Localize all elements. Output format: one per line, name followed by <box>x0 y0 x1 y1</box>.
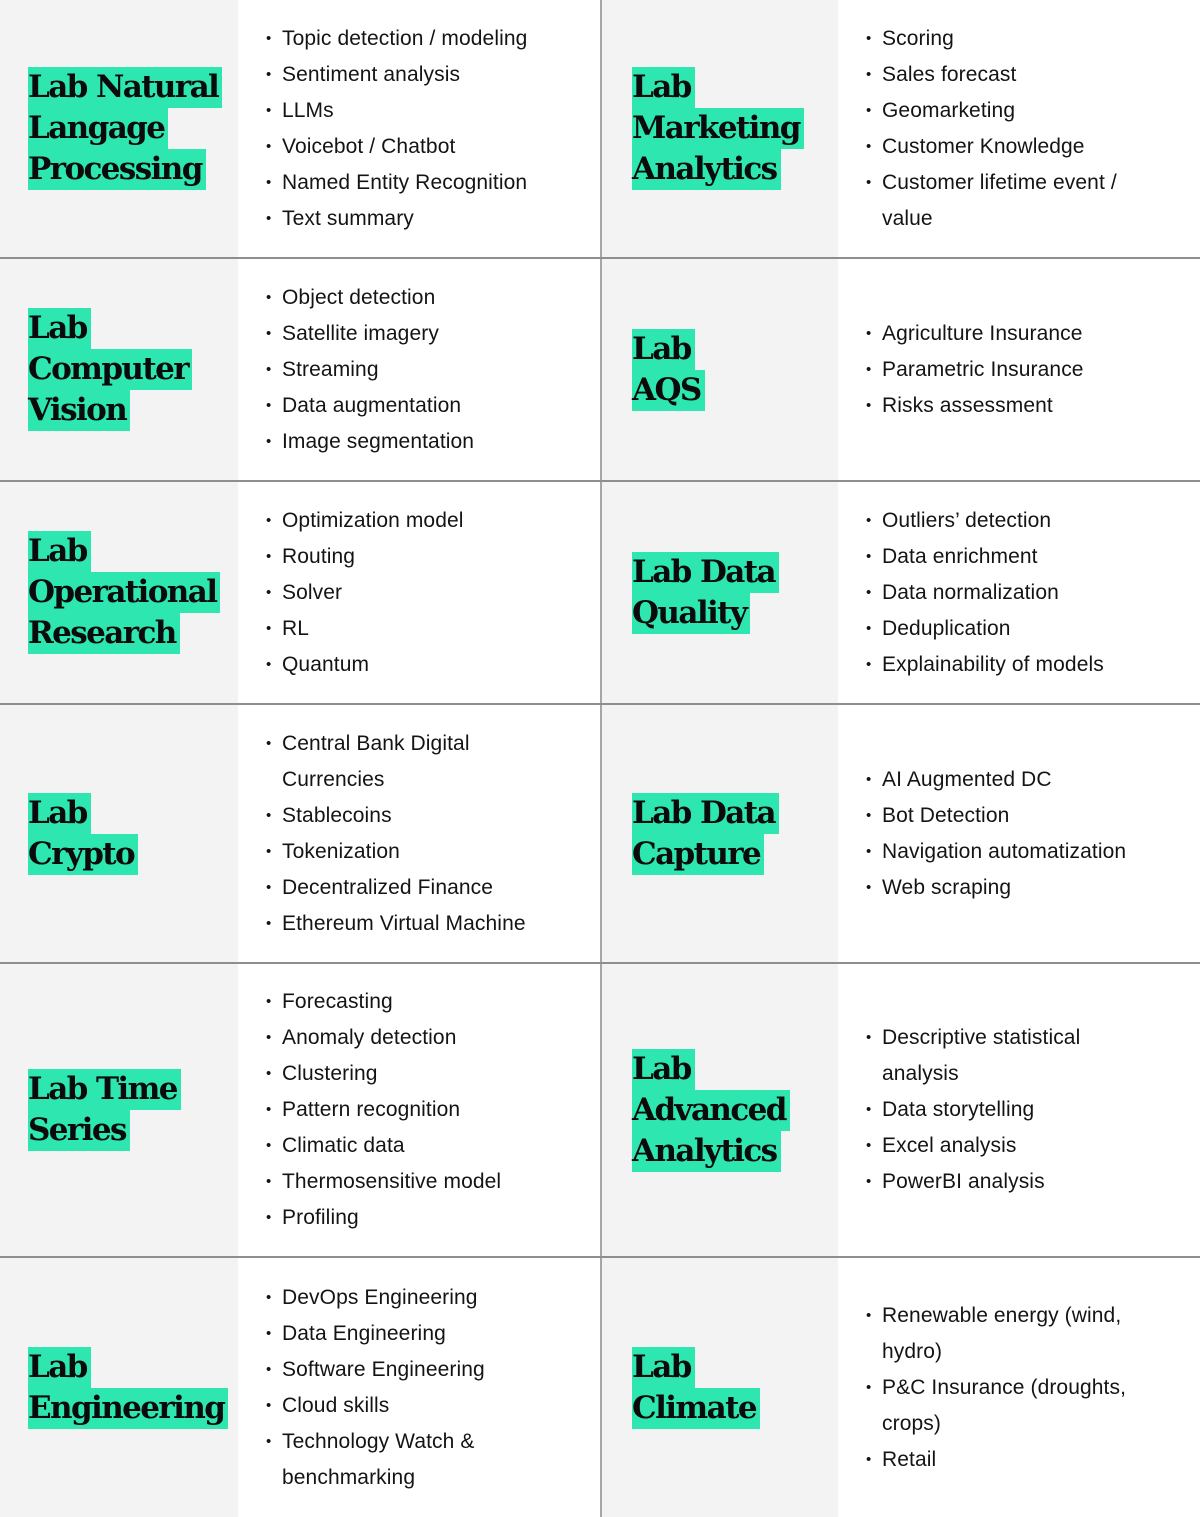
lab-natural-language-processing <box>0 0 600 257</box>
lab-label-cell <box>602 964 838 1256</box>
list-item: • Stablecoins <box>266 798 526 834</box>
lab-items-list <box>866 21 1117 237</box>
lab-items-cell <box>238 482 600 703</box>
list-item: • Tokenization <box>266 834 526 870</box>
lab-title-line: Operational <box>28 572 220 613</box>
list-item: • Sales forecast <box>866 57 1117 93</box>
list-item: • Web scraping <box>866 870 1126 906</box>
list-item: • Optimization model <box>266 503 464 539</box>
lab-label-cell <box>0 0 238 257</box>
lab-items-list <box>866 762 1126 906</box>
lab-label-cell <box>0 964 238 1256</box>
row-3 <box>0 482 1200 705</box>
lab-title <box>28 1347 228 1429</box>
list-item-continuation: value <box>882 206 933 230</box>
row-2 <box>0 259 1200 482</box>
lab-climate <box>600 1258 1200 1517</box>
lab-items-list <box>866 503 1104 683</box>
list-item: • Object detection <box>266 280 474 316</box>
lab-items-cell <box>238 0 600 257</box>
lab-title <box>632 1049 790 1172</box>
list-item-text: Descriptive statistical <box>882 1026 1081 1049</box>
lab-title-line: Series <box>28 1110 130 1151</box>
list-item <box>866 1370 1126 1442</box>
lab-items-list <box>266 726 526 942</box>
list-item: • Geomarketing <box>866 93 1117 129</box>
lab-title <box>28 531 220 654</box>
lab-label-cell <box>602 259 838 480</box>
list-item: • Routing <box>266 539 464 575</box>
lab-title <box>28 308 192 431</box>
list-item: • Data storytelling <box>866 1092 1080 1128</box>
lab-marketing-analytics <box>600 0 1200 257</box>
list-item: • Voicebot / Chatbot <box>266 129 527 165</box>
list-item: • Quantum <box>266 647 464 683</box>
lab-items-list <box>266 21 527 237</box>
list-item-text: Renewable energy (wind, <box>882 1303 1122 1327</box>
lab-title-line: Vision <box>28 390 130 431</box>
list-item: • Bot Detection <box>866 798 1126 834</box>
list-item-continuation: crops) <box>882 1411 941 1435</box>
lab-label-cell <box>602 1258 838 1517</box>
list-item: • DevOps Engineering <box>266 1280 485 1316</box>
list-item: • Decentralized Finance <box>266 870 526 906</box>
list-item: • Image segmentation <box>266 424 474 460</box>
lab-title-line: Lab Data <box>632 552 779 593</box>
lab-title-line: Langage <box>28 108 168 149</box>
list-item: • Profiling <box>266 1200 501 1236</box>
list-item: • RL <box>266 611 464 647</box>
lab-title <box>28 793 138 875</box>
row-1 <box>0 0 1200 259</box>
list-item: • Agriculture Insurance <box>866 316 1084 352</box>
list-item: • Satellite imagery <box>266 316 474 352</box>
list-item-continuation: analysis <box>882 1062 959 1085</box>
lab-title-line: Lab <box>28 308 91 349</box>
lab-title <box>28 67 222 190</box>
lab-items-cell <box>838 705 1200 962</box>
row-5 <box>0 964 1200 1258</box>
lab-title-line: Lab Natural <box>28 67 222 108</box>
lab-title-line: Lab <box>28 1347 91 1388</box>
lab-items-cell <box>838 964 1200 1256</box>
lab-computer-vision <box>0 259 600 480</box>
row-4 <box>0 705 1200 964</box>
list-item: • Excel analysis <box>866 1128 1080 1164</box>
list-item-text: P&C Insurance (droughts, <box>882 1375 1127 1399</box>
list-item: • Software Engineering <box>266 1352 485 1388</box>
lab-title <box>632 67 804 190</box>
lab-items-cell <box>238 259 600 480</box>
lab-title-line: AQS <box>632 370 705 411</box>
list-item: • Thermosensitive model <box>266 1164 501 1200</box>
lab-data-quality <box>600 482 1200 703</box>
list-item: • Customer Knowledge <box>866 129 1117 165</box>
lab-title-line: Processing <box>28 149 206 190</box>
list-item: • LLMs <box>266 93 527 129</box>
lab-title <box>28 1069 181 1151</box>
lab-title-line: Computer <box>28 349 192 390</box>
list-item: • Outliers’ detection <box>866 503 1104 539</box>
list-item: • Deduplication <box>866 611 1104 647</box>
lab-title-line: Crypto <box>28 834 138 875</box>
lab-items-cell <box>238 705 600 962</box>
lab-items-cell <box>838 1258 1200 1517</box>
lab-title-line: Lab Time <box>28 1069 181 1110</box>
lab-title-line: Capture <box>632 834 764 875</box>
list-item: • Navigation automatization <box>866 834 1126 870</box>
list-item <box>266 1424 485 1496</box>
list-item <box>866 1020 1080 1092</box>
lab-items-cell <box>238 964 600 1256</box>
lab-title-line: Lab <box>632 1347 695 1388</box>
lab-title-line: Analytics <box>632 1131 781 1172</box>
lab-label-cell <box>602 482 838 703</box>
list-item: • Forecasting <box>266 984 501 1020</box>
list-item: • Retail <box>866 1442 1126 1478</box>
lab-title-line: Lab Data <box>632 793 779 834</box>
lab-title-line: Advanced <box>632 1090 790 1131</box>
list-item: • Data enrichment <box>866 539 1104 575</box>
lab-items-list <box>866 1020 1080 1200</box>
lab-items-cell <box>838 259 1200 480</box>
lab-title-line: Analytics <box>632 149 781 190</box>
list-item-text: Central Bank Digital <box>282 731 470 755</box>
list-item: • PowerBI analysis <box>866 1164 1080 1200</box>
list-item: • Scoring <box>866 21 1117 57</box>
list-item: • Solver <box>266 575 464 611</box>
list-item: • Risks assessment <box>866 388 1084 424</box>
list-item-text: Technology Watch & <box>282 1429 475 1453</box>
lab-advanced-analytics <box>600 964 1200 1256</box>
list-item: • Parametric Insurance <box>866 352 1084 388</box>
lab-label-cell <box>0 259 238 480</box>
list-item-text: Customer lifetime event / <box>882 170 1117 194</box>
lab-items-cell <box>238 1258 600 1517</box>
list-item: • AI Augmented DC <box>866 762 1126 798</box>
lab-time-series <box>0 964 600 1256</box>
lab-items-list <box>266 984 501 1236</box>
lab-title <box>632 552 779 634</box>
list-item: • Clustering <box>266 1056 501 1092</box>
list-item-continuation: benchmarking <box>282 1465 416 1489</box>
lab-title <box>632 793 779 875</box>
row-6 <box>0 1258 1200 1517</box>
lab-title-line: Engineering <box>28 1388 228 1429</box>
list-item: • Data normalization <box>866 575 1104 611</box>
lab-title-line: Lab <box>632 67 695 108</box>
list-item: • Anomaly detection <box>266 1020 501 1056</box>
lab-operational-research <box>0 482 600 703</box>
lab-title-line: Lab <box>632 1049 695 1090</box>
lab-label-cell <box>0 482 238 703</box>
list-item: • Named Entity Recognition <box>266 165 527 201</box>
lab-label-cell <box>0 1258 238 1517</box>
lab-items-list <box>266 280 474 460</box>
list-item: • Explainability of models <box>866 647 1104 683</box>
lab-crypto <box>0 705 600 962</box>
list-item: • Climatic data <box>266 1128 501 1164</box>
lab-title-line: Research <box>28 613 180 654</box>
lab-title-line: Climate <box>632 1388 760 1429</box>
list-item <box>866 1298 1126 1370</box>
lab-items-list <box>866 316 1084 424</box>
lab-data-capture <box>600 705 1200 962</box>
lab-aqs <box>600 259 1200 480</box>
list-item <box>866 165 1117 237</box>
list-item: • Pattern recognition <box>266 1092 501 1128</box>
lab-title <box>632 329 705 411</box>
lab-engineering <box>0 1258 600 1517</box>
list-item: • Cloud skills <box>266 1388 485 1424</box>
lab-label-cell <box>602 705 838 962</box>
lab-label-cell <box>602 0 838 257</box>
list-item: • Sentiment analysis <box>266 57 527 93</box>
list-item: • Streaming <box>266 352 474 388</box>
list-item-continuation: hydro) <box>882 1339 943 1363</box>
lab-items-cell <box>838 0 1200 257</box>
list-item: • Data Engineering <box>266 1316 485 1352</box>
list-item: • Topic detection / modeling <box>266 21 527 57</box>
lab-items-list <box>866 1298 1126 1478</box>
list-item: • Ethereum Virtual Machine <box>266 906 526 942</box>
lab-title-line: Marketing <box>632 108 804 149</box>
lab-title-line: Lab <box>28 793 91 834</box>
lab-items-list <box>266 1280 485 1496</box>
lab-title-line: Lab <box>28 531 91 572</box>
lab-label-cell <box>0 705 238 962</box>
lab-title <box>632 1347 760 1429</box>
list-item-continuation: Currencies <box>282 767 385 791</box>
list-item <box>266 726 526 798</box>
lab-title-line: Quality <box>632 593 750 634</box>
list-item: • Data augmentation <box>266 388 474 424</box>
lab-items-cell <box>838 482 1200 703</box>
lab-items-list <box>266 503 464 683</box>
lab-title-line: Lab <box>632 329 695 370</box>
list-item: • Text summary <box>266 201 527 237</box>
